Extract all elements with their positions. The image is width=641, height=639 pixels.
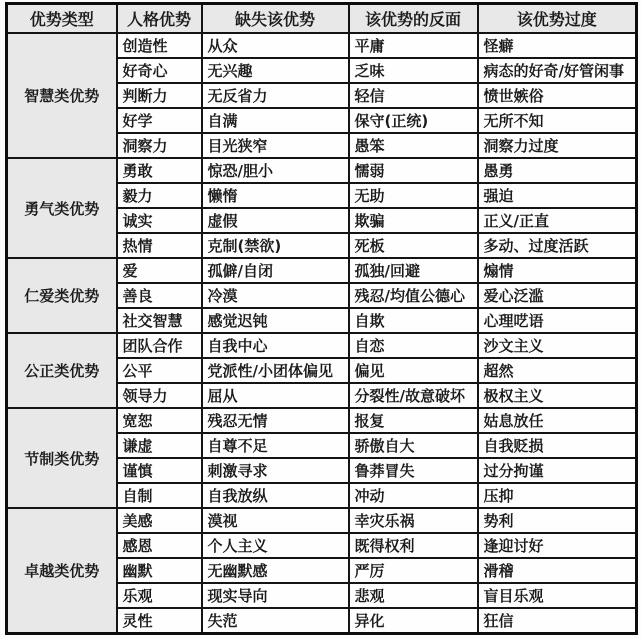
opposite-cell: 欺骗 (349, 208, 478, 233)
table-header-row (7, 4, 637, 34)
opposite-cell: 骄傲自大 (349, 433, 478, 458)
strength-cell: 毅力 (117, 183, 202, 208)
missing-strength-cell: 克制(禁欲) (202, 233, 349, 258)
table-body (7, 33, 637, 633)
opposite-cell: 既得权利 (349, 533, 478, 558)
opposite-cell: 残忍/均值公德心 (349, 283, 478, 308)
opposite-cell: 无助 (349, 183, 478, 208)
strength-cell: 好学 (117, 108, 202, 133)
strength-cell: 社交智慧 (117, 308, 202, 333)
opposite-cell: 死板 (349, 233, 478, 258)
excess-cell: 自我贬损 (478, 433, 637, 458)
strength-cell: 勇敢 (117, 158, 202, 183)
opposite-cell: 偏见 (349, 358, 478, 383)
group-label: 卓越类优势 (7, 508, 117, 633)
strength-cell: 宽恕 (117, 408, 202, 433)
opposite-cell: 分裂性/故意破坏 (349, 383, 478, 408)
strength-cell: 善良 (117, 283, 202, 308)
strength-cell: 灵性 (117, 608, 202, 633)
strength-cell: 幽默 (117, 558, 202, 583)
strength-cell: 团队合作 (117, 333, 202, 358)
missing-strength-cell: 无兴趣 (202, 58, 349, 83)
strength-cell: 洞察力 (117, 133, 202, 158)
strength-cell: 热情 (117, 233, 202, 258)
column-header: 该优势过度 (478, 4, 637, 34)
missing-strength-cell: 漠视 (202, 508, 349, 533)
group-label: 公正类优势 (7, 333, 117, 408)
missing-strength-cell: 无反省力 (202, 83, 349, 108)
strength-cell: 领导力 (117, 383, 202, 408)
missing-strength-cell: 孤僻/自闭 (202, 258, 349, 283)
excess-cell: 病态的好奇/好管闲事 (478, 58, 637, 83)
table-row (7, 508, 637, 533)
group-label: 仁爱类优势 (7, 258, 117, 333)
table-row (7, 158, 637, 183)
missing-strength-cell: 自满 (202, 108, 349, 133)
opposite-cell: 乏味 (349, 58, 478, 83)
strength-cell: 谦虚 (117, 433, 202, 458)
opposite-cell: 异化 (349, 608, 478, 633)
opposite-cell: 愚笨 (349, 133, 478, 158)
group-label: 智慧类优势 (7, 33, 117, 158)
strength-cell: 判断力 (117, 83, 202, 108)
excess-cell: 压抑 (478, 483, 637, 508)
opposite-cell: 自欺 (349, 308, 478, 333)
strength-cell: 诚实 (117, 208, 202, 233)
missing-strength-cell: 虚假 (202, 208, 349, 233)
missing-strength-cell: 自尊不足 (202, 433, 349, 458)
excess-cell: 逢迎讨好 (478, 533, 637, 558)
opposite-cell: 冲动 (349, 483, 478, 508)
excess-cell: 势利 (478, 508, 637, 533)
excess-cell: 极权主义 (478, 383, 637, 408)
table-row (7, 33, 637, 58)
strength-cell: 自制 (117, 483, 202, 508)
excess-cell: 超然 (478, 358, 637, 383)
missing-strength-cell: 刺激寻求 (202, 458, 349, 483)
missing-strength-cell: 从众 (202, 33, 349, 58)
strength-cell: 乐观 (117, 583, 202, 608)
header-row (7, 4, 637, 34)
column-header: 优势类型 (7, 4, 117, 34)
missing-strength-cell: 冷漠 (202, 283, 349, 308)
excess-cell: 盲目乐观 (478, 583, 637, 608)
opposite-cell: 平庸 (349, 33, 478, 58)
missing-strength-cell: 自我放纵 (202, 483, 349, 508)
group-label: 勇气类优势 (7, 158, 117, 258)
excess-cell: 无所不知 (478, 108, 637, 133)
strength-cell: 爱 (117, 258, 202, 283)
missing-strength-cell: 无幽默感 (202, 558, 349, 583)
missing-strength-cell: 懒惰 (202, 183, 349, 208)
missing-strength-cell: 现实导向 (202, 583, 349, 608)
missing-strength-cell: 个人主义 (202, 533, 349, 558)
opposite-cell: 悲观 (349, 583, 478, 608)
table-row (7, 333, 637, 358)
excess-cell: 怪癖 (478, 33, 637, 58)
missing-strength-cell: 党派性/小团体偏见 (202, 358, 349, 383)
table-row (7, 408, 637, 433)
opposite-cell: 懦弱 (349, 158, 478, 183)
strengths-table (5, 2, 638, 635)
strength-cell: 美感 (117, 508, 202, 533)
strength-cell: 谨慎 (117, 458, 202, 483)
opposite-cell: 孤独/回避 (349, 258, 478, 283)
missing-strength-cell: 失范 (202, 608, 349, 633)
column-header: 缺失该优势 (202, 4, 349, 34)
excess-cell: 煽情 (478, 258, 637, 283)
excess-cell: 多动、过度活跃 (478, 233, 637, 258)
missing-strength-cell: 屈从 (202, 383, 349, 408)
missing-strength-cell: 惊恐/胆小 (202, 158, 349, 183)
column-header: 人格优势 (117, 4, 202, 34)
strength-cell: 创造性 (117, 33, 202, 58)
missing-strength-cell: 自我中心 (202, 333, 349, 358)
strength-cell: 感恩 (117, 533, 202, 558)
excess-cell: 沙文主义 (478, 333, 637, 358)
opposite-cell: 鲁莽冒失 (349, 458, 478, 483)
opposite-cell: 自恋 (349, 333, 478, 358)
group-label: 节制类优势 (7, 408, 117, 508)
excess-cell: 过分拘谨 (478, 458, 637, 483)
excess-cell: 姑息放任 (478, 408, 637, 433)
strength-cell: 公平 (117, 358, 202, 383)
opposite-cell: 报复 (349, 408, 478, 433)
excess-cell: 滑稽 (478, 558, 637, 583)
excess-cell: 正义/正直 (478, 208, 637, 233)
table-row (7, 258, 637, 283)
opposite-cell: 严厉 (349, 558, 478, 583)
excess-cell: 爱心泛滥 (478, 283, 637, 308)
strength-cell: 好奇心 (117, 58, 202, 83)
column-header: 该优势的反面 (349, 4, 478, 34)
opposite-cell: 幸灾乐祸 (349, 508, 478, 533)
strengths-table-container (5, 2, 638, 635)
missing-strength-cell: 残忍无情 (202, 408, 349, 433)
excess-cell: 愤世嫉俗 (478, 83, 637, 108)
missing-strength-cell: 感觉迟钝 (202, 308, 349, 333)
opposite-cell: 保守(正统) (349, 108, 478, 133)
opposite-cell: 轻信 (349, 83, 478, 108)
excess-cell: 洞察力过度 (478, 133, 637, 158)
missing-strength-cell: 目光狭窄 (202, 133, 349, 158)
excess-cell: 愚勇 (478, 158, 637, 183)
excess-cell: 狂信 (478, 608, 637, 633)
excess-cell: 心理呓语 (478, 308, 637, 333)
excess-cell: 强迫 (478, 183, 637, 208)
